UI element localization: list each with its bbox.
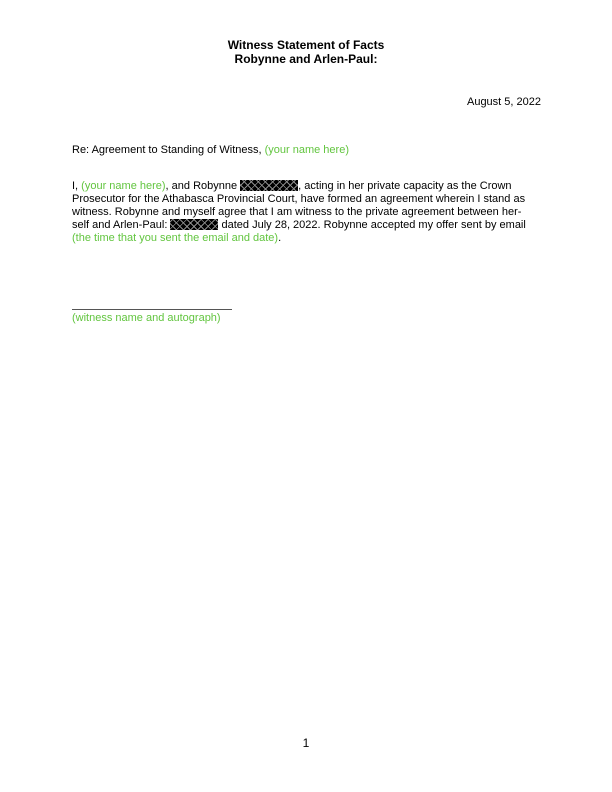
body-line-5 (72, 232, 542, 245)
document-title: Witness Statement of Facts (227, 38, 385, 52)
email-time-placeholder: (the time that you sent the email and date) (72, 232, 279, 244)
redaction-box (170, 219, 218, 230)
re-prefix: Re: Agreement to Standing of Witness, (72, 144, 265, 156)
re-name-placeholder: (your name here) (264, 144, 349, 156)
body-text: self and Arlen-Paul: (72, 219, 171, 231)
body-line-1 (72, 180, 542, 193)
body-text: dated July 28, 2022. Robynne accepted my offer sent by email (218, 219, 526, 231)
statement-body (72, 180, 542, 245)
body-line-2: Prosecutor for the Athabasca Provincial Court, have formed an agreement wherein I stand as (72, 193, 526, 205)
body-line-4 (72, 219, 542, 232)
name-placeholder: (your name here) (81, 180, 166, 192)
document-date: August 5, 2022 (466, 96, 541, 108)
body-text: I, (72, 180, 82, 192)
redaction-box (240, 180, 298, 191)
document-subtitle: Robynne and Arlen-Paul: (234, 52, 378, 66)
body-text: . (278, 232, 282, 244)
body-line-3: witness. Robynne and myself agree that I am witness to the private agreement between her- (72, 206, 522, 218)
signature-line (72, 309, 232, 310)
body-text: , and Robynne (165, 180, 241, 192)
body-text: , acting in her private capacity as the Crown (298, 180, 512, 192)
signature-caption: (witness name and autograph) (72, 312, 221, 324)
re-line (72, 144, 349, 157)
page-number: 1 (302, 736, 310, 750)
